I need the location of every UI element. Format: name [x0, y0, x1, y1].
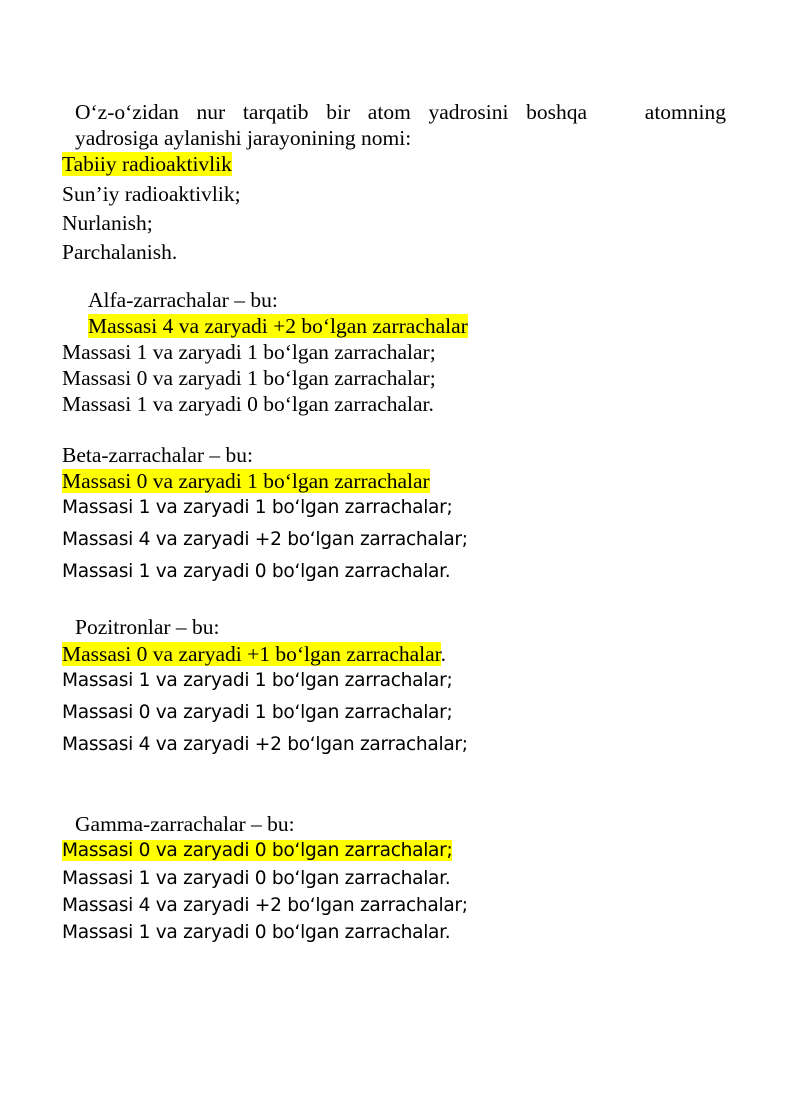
question-4-answer-3: Massasi 0 va zaryadi 1 bo‘lgan zarrachalar; — [62, 702, 453, 723]
question-5-answer-3: Massasi 4 va zaryadi +2 bo‘lgan zarrachalar; — [62, 895, 468, 916]
question-1-prompt-part2: atomning yadrosiga aylanishi jarayonining nomi: — [75, 100, 726, 150]
question-3-answer-2: Massasi 1 va zaryadi 1 bo‘lgan zarrachalar; — [62, 497, 453, 518]
question-2-answer-1 — [88, 314, 468, 339]
correct-answer-highlight: Tabiiy radioaktivlik — [62, 152, 232, 176]
correct-answer-highlight: Massasi 0 va zaryadi 1 bo‘lgan zarrachalar — [62, 469, 430, 493]
question-1-prompt — [75, 99, 726, 151]
question-1-prompt-part1: O‘z-o‘zidan nur tarqatib bir atom yadrosini boshqa — [75, 100, 588, 124]
correct-answer-highlight: Massasi 4 va zaryadi +2 bo‘lgan zarrachalar — [88, 314, 468, 338]
question-4-answer-4: Massasi 4 va zaryadi +2 bo‘lgan zarrachalar; — [62, 734, 468, 755]
correct-answer-highlight: Massasi 0 va zaryadi +1 bo‘lgan zarrachalar — [62, 642, 441, 666]
answer-suffix: . — [440, 642, 447, 666]
question-1-answer-3: Nurlanish; — [62, 211, 153, 235]
question-1-answer-2: Sun’iy radioaktivlik; — [62, 182, 241, 206]
question-5-prompt: Gamma-zarrachalar – bu: — [75, 812, 295, 836]
question-5-answer-2: Massasi 1 va zaryadi 0 bo‘lgan zarrachalar. — [62, 868, 451, 889]
question-4-prompt: Pozitronlar – bu: — [75, 615, 220, 639]
question-3-answer-3: Massasi 4 va zaryadi +2 bo‘lgan zarrachalar; — [62, 529, 468, 550]
question-5-answer-4: Massasi 1 va zaryadi 0 bo‘lgan zarrachalar. — [62, 922, 451, 943]
correct-answer-highlight: Massasi 0 va zaryadi 0 bo‘lgan zarrachalar; — [62, 840, 453, 861]
question-5-answer-1 — [62, 840, 452, 861]
question-2-answer-2: Massasi 1 va zaryadi 1 bo‘lgan zarrachalar; — [62, 340, 436, 364]
question-2-prompt: Alfa-zarrachalar – bu: — [88, 288, 278, 312]
question-3-prompt: Beta-zarrachalar – bu: — [62, 443, 253, 467]
question-3-answer-4: Massasi 1 va zaryadi 0 bo‘lgan zarrachalar. — [62, 561, 451, 582]
question-3-answer-1 — [62, 469, 430, 494]
question-2-answer-3: Massasi 0 va zaryadi 1 bo‘lgan zarrachalar; — [62, 366, 436, 390]
question-2-answer-4: Massasi 1 va zaryadi 0 bo‘lgan zarrachalar. — [62, 392, 434, 416]
question-1-answer-1 — [62, 152, 232, 177]
question-1-answer-4: Parchalanish. — [62, 240, 178, 264]
question-4-answer-1 — [62, 642, 446, 667]
question-4-answer-2: Massasi 1 va zaryadi 1 bo‘lgan zarrachalar; — [62, 670, 453, 691]
